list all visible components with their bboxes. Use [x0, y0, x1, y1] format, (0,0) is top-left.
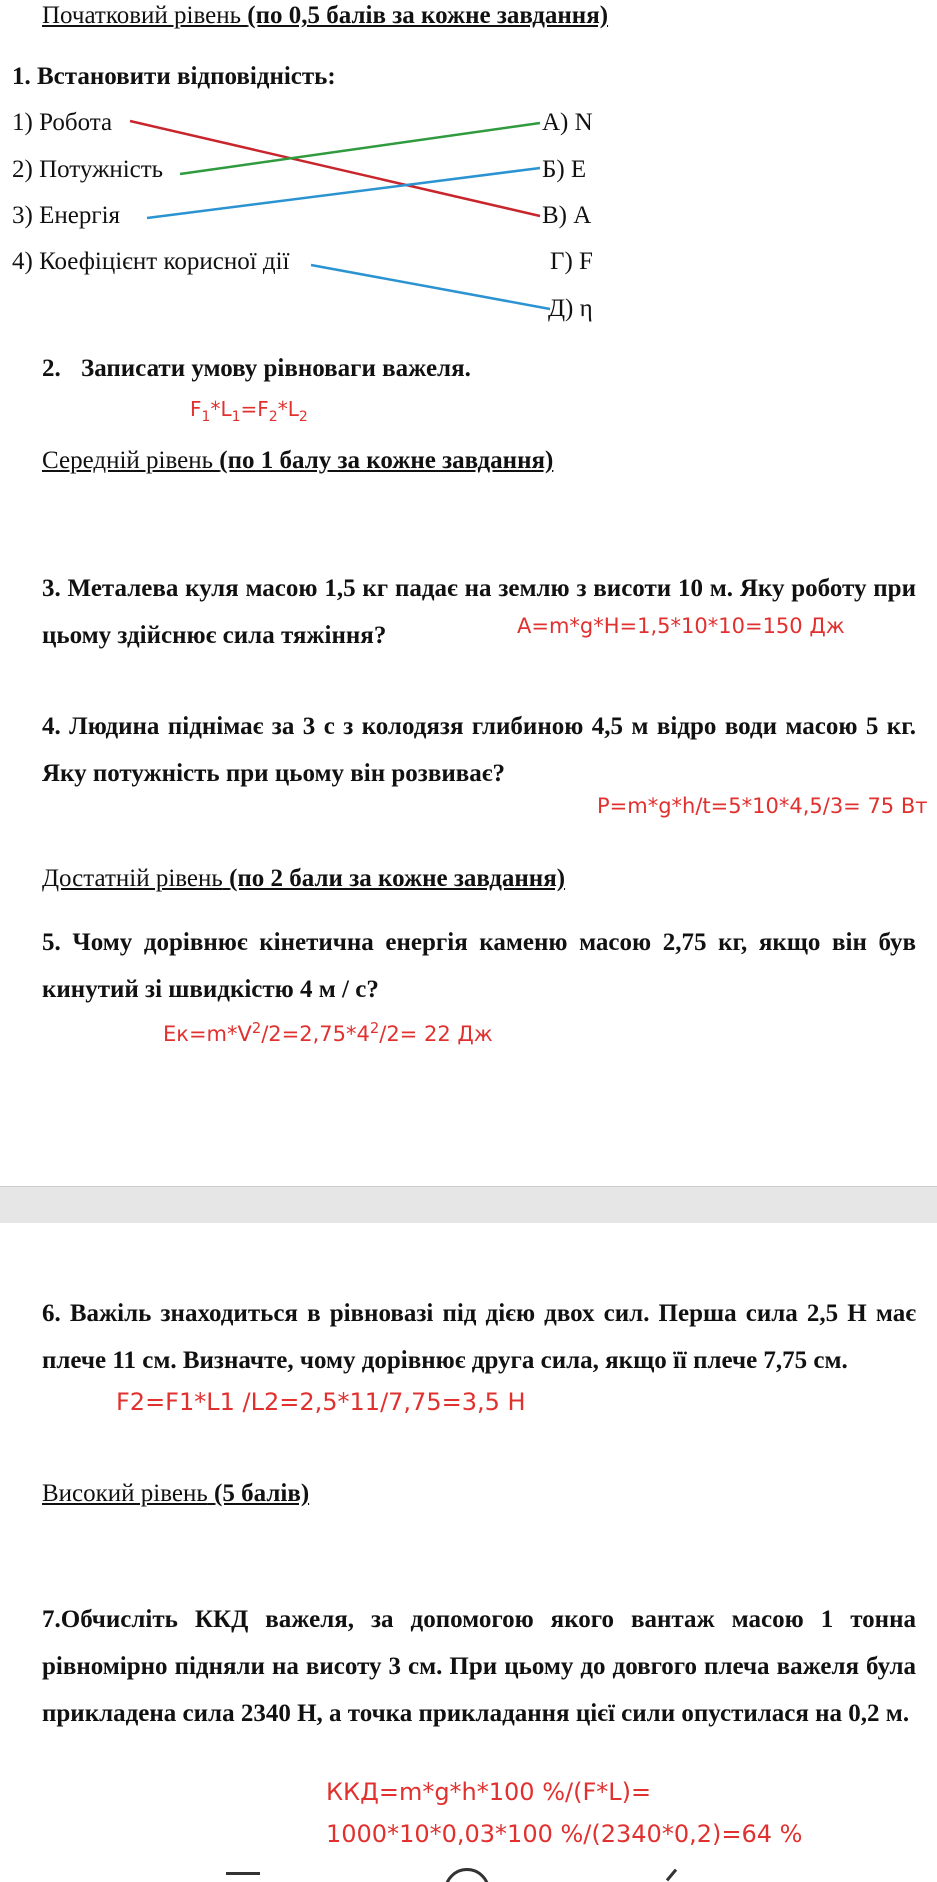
match-line-green: [180, 123, 540, 174]
answer4: P=m*g*h/t=5*10*4,5/3= 75 Вт: [597, 794, 928, 818]
match-left-4: 4) Коефіцієнт корисної дії: [12, 248, 290, 275]
match-right-a: А) N: [542, 109, 593, 136]
task2-number: 2.: [42, 355, 61, 382]
level-sufficient-heading: [42, 865, 565, 893]
menu-icon[interactable]: [226, 1868, 260, 1882]
answer6: F2=F1*L1 /L2=2,5*11/7,75=3,5 Н: [116, 1388, 526, 1416]
task6-text: 6. Важіль знаходиться в рівновазі під дією двох сил. Перша сила 2,5 Н має плече 11 см. Визначте, чому дорівнює друга сила, якщо її плече 7,75 см.: [42, 1300, 916, 1374]
level-title: Високий рівень: [42, 1480, 208, 1507]
match-line-red: [130, 121, 540, 216]
back-icon[interactable]: [660, 1868, 684, 1882]
answer7-line2: 1000*10*0,03*100 %/(2340*0,2)=64 %: [326, 1820, 803, 1848]
match-left-1: 1) Робота: [12, 109, 113, 136]
level-high-heading: [42, 1480, 309, 1508]
level-points: (5 балів): [214, 1480, 310, 1507]
match-left-2: 2) Потужність: [12, 156, 164, 183]
match-line-blue-2: [311, 265, 550, 309]
task2-text: Записати умову рівноваги важеля.: [81, 355, 471, 382]
task3-text: 3. Металева куля масою 1,5 кг падає на землю з висоти 10 м. Яку роботу при цьому здійснює сила тяжіння?: [42, 575, 916, 649]
task4-text: 4. Людина піднімає за 3 с з колодязя глибиною 4,5 м відро води масою 5 кг. Яку потужність при цьому він розвиває?: [42, 713, 916, 787]
level-middle-heading: [42, 447, 553, 475]
page-break: [0, 1187, 937, 1223]
home-icon[interactable]: [444, 1868, 490, 1882]
answer3: A=m*g*H=1,5*10*10=150 Дж: [517, 614, 845, 638]
level-points: (по 0,5 балів за кожне завдання): [247, 2, 609, 29]
answer5: $Eк=m*V^2/2=2,75*4^2/2= 22$ Дж: [163, 1020, 493, 1046]
task7-text: 7.Обчисліть ККД важеля, за допомогою якого вантаж масою 1 тонна рівномірно підняли на висоту 3 см. При цьому до довгого плеча важеля була прикладена сила 2340 Н, а точка прикладання цієї сили опустилася на 0,2 м.: [42, 1606, 916, 1727]
match-left-3: 3) Енергія: [12, 202, 121, 229]
task2-title: [42, 355, 471, 383]
answer2: $F_1*L_1=F_2*L_2$: [190, 397, 308, 425]
level-points: (по 2 бали за кожне завдання): [229, 865, 566, 892]
level-title: Достатній рівень: [42, 865, 223, 892]
match-right-b: Б) E: [542, 156, 587, 183]
match-right-g: Г) F: [550, 248, 593, 275]
level-title: Початковий рівень: [42, 2, 242, 29]
match-right-d: Д) η: [548, 295, 593, 322]
level-title: Середній рівень: [42, 447, 213, 474]
task1-title: 1. Встановити відповідність:: [12, 63, 336, 90]
level-points: (по 1 балу за кожне завдання): [219, 447, 554, 474]
matching-lines: [0, 0, 937, 340]
task5-text: 5. Чому дорівнює кінетична енергія каменю масою 2,75 кг, якщо він був кинутий зі швидкістю 4 м / с?: [42, 929, 916, 1003]
match-line-blue-1: [147, 168, 540, 218]
answer7-line1: ККД=m*g*h*100 %/(F*L)=: [326, 1778, 652, 1806]
match-right-v: В) A: [542, 202, 592, 229]
